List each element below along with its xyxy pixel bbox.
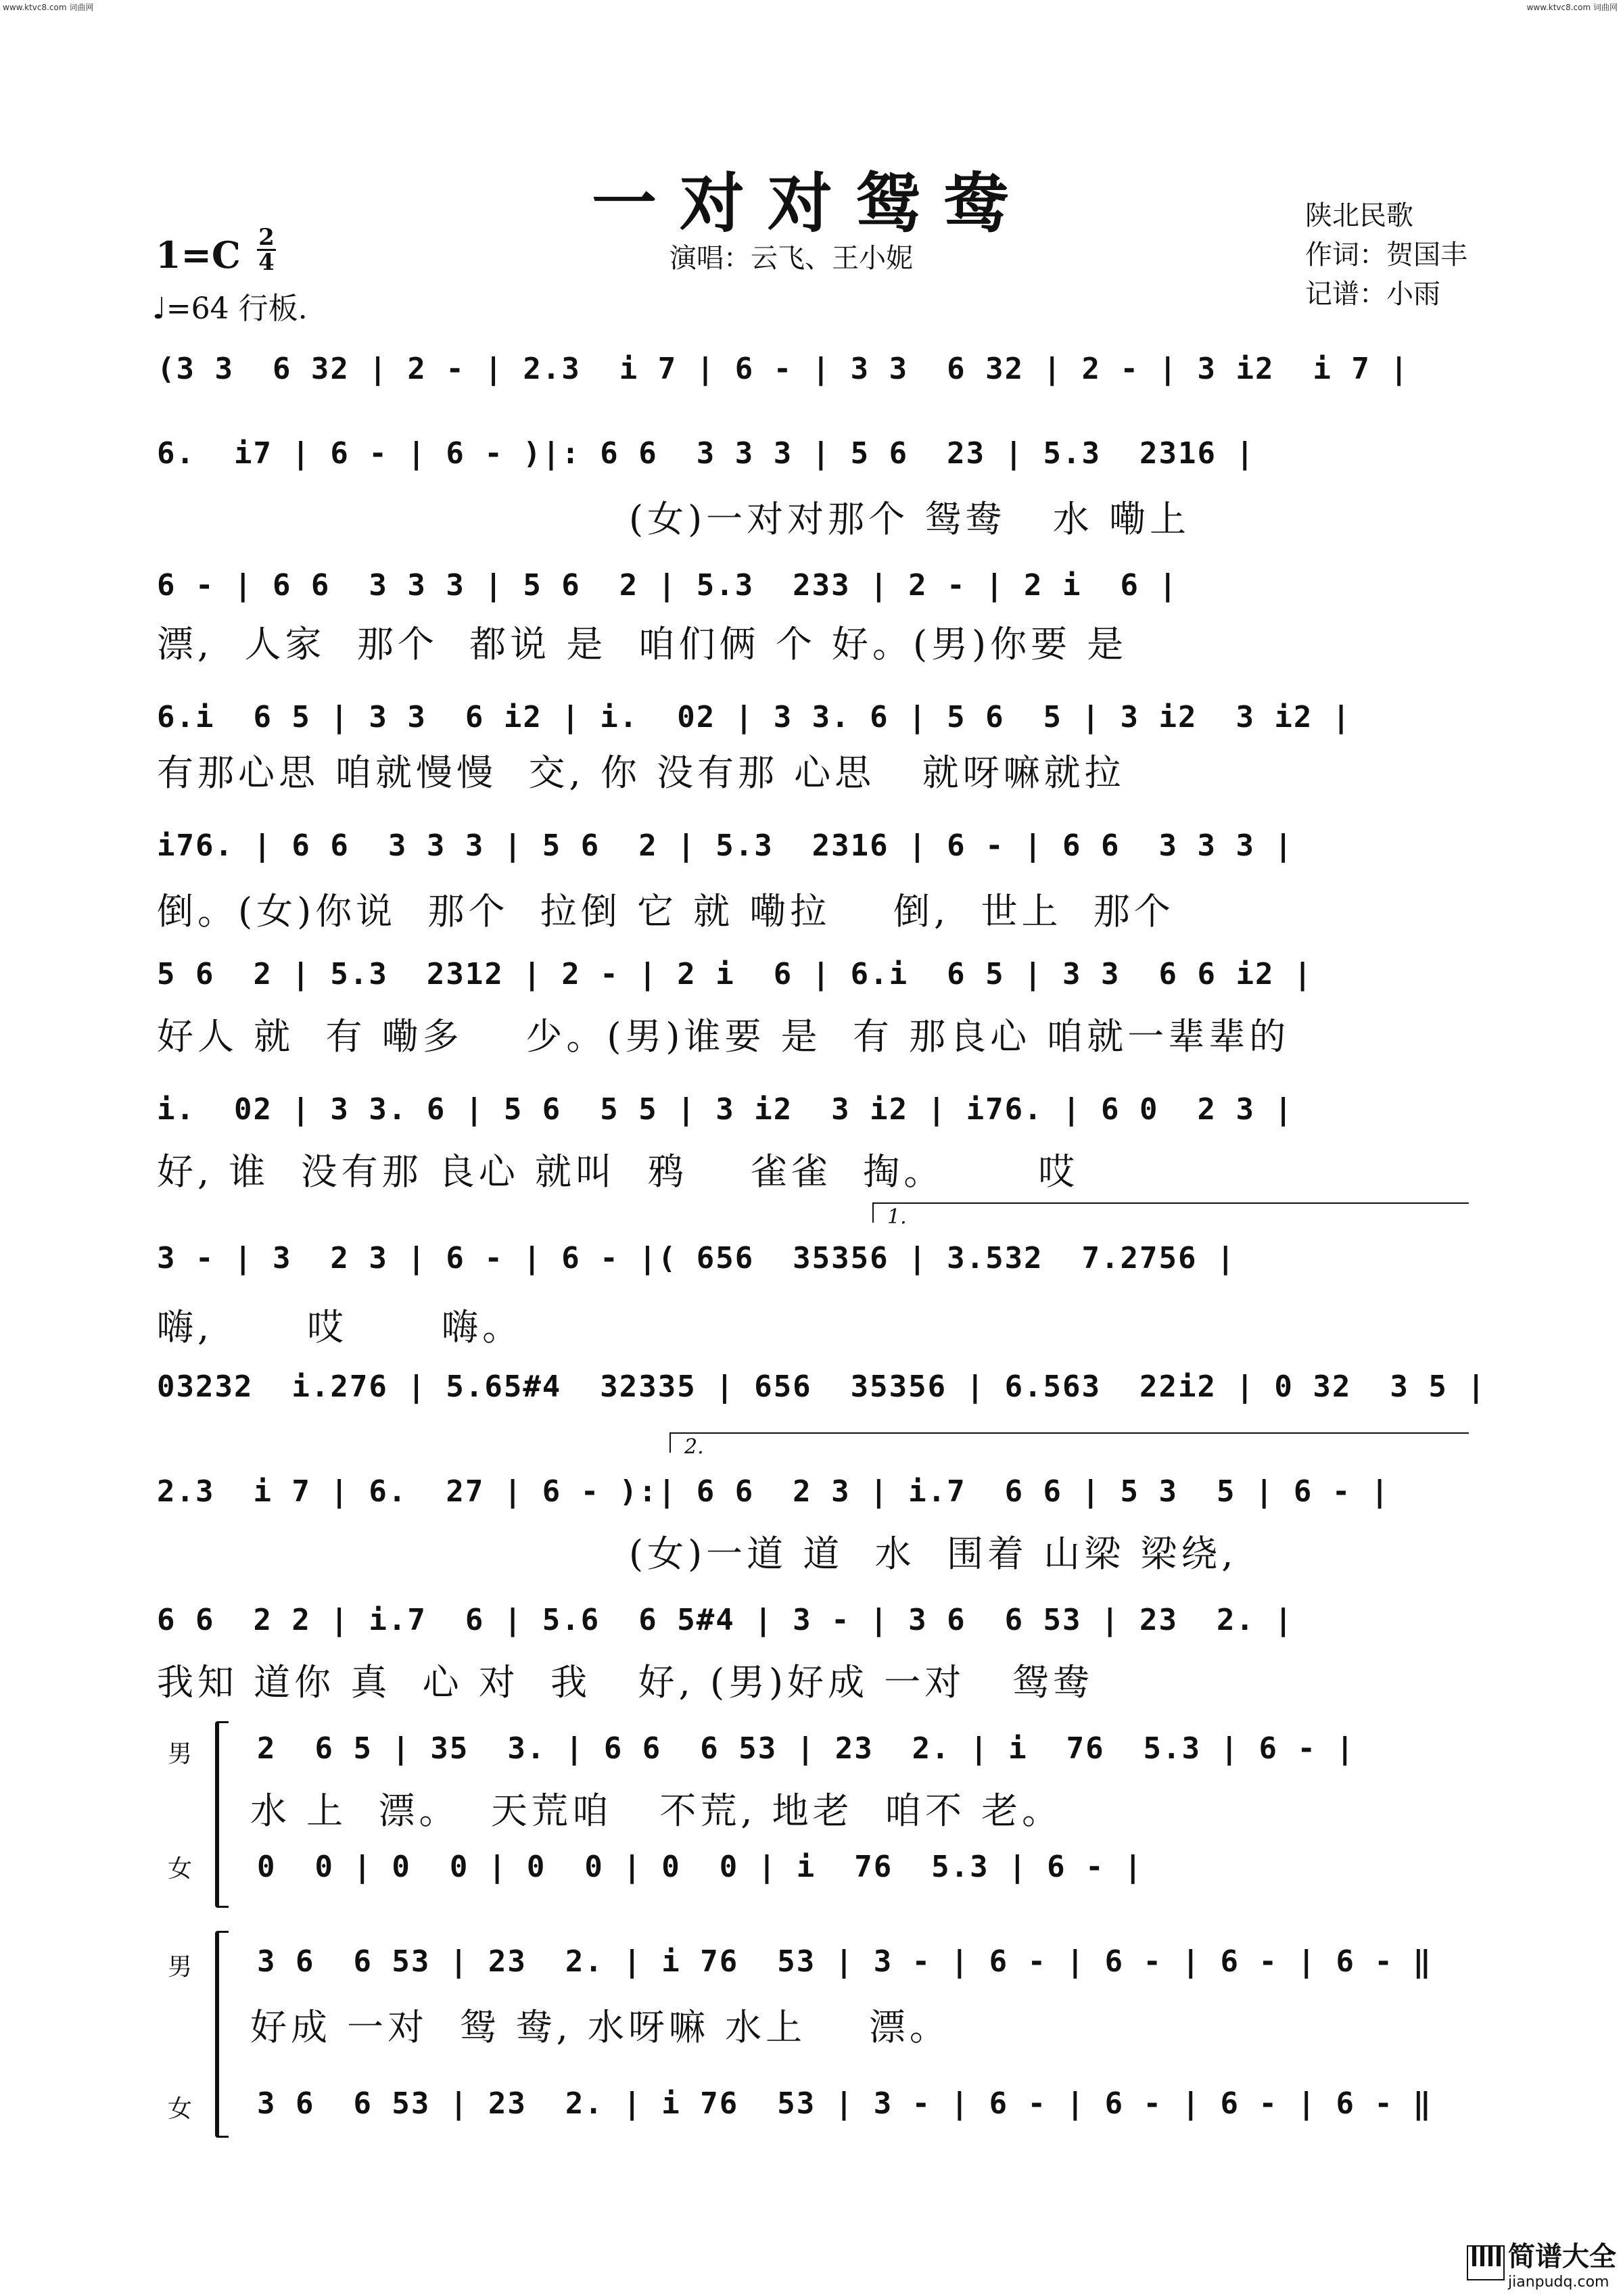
lyric-line-8: (女)一道 道 水 围着 山梁 梁绕, <box>629 1532 1238 1575</box>
part-label-female-1: 女 <box>168 1855 193 1883</box>
volta-number-1: 1. <box>887 1205 907 1229</box>
score-line-12: 2 6 5 | 35 3. | 6 6 6 53 | 23 2. | i 76 5.3 | 6 - | <box>257 1731 1355 1766</box>
singer: 演唱：云飞、王小妮 <box>669 243 913 274</box>
score-line-8: 3 - | 3 2 3 | 6 - | 6 - |( 656 35356 | 3.532 7.2756 | <box>157 1241 1236 1275</box>
transcriber: 记谱：小雨 <box>1305 279 1440 310</box>
site-label-right: www.ktvc8.com 词曲网 <box>1526 3 1618 12</box>
lyric-line-9: 我知 道你 真 心 对 我 好, (男)好成 一对 鸳鸯 <box>157 1661 1093 1704</box>
time-bottom: 4 <box>258 249 275 276</box>
score-line-6: 5 6 2 | 5.3 2312 | 2 - | 2 i 6 | 6.i 6 5 | 3 3 6 6 i2 | <box>157 957 1313 991</box>
volta-number-2: 2. <box>684 1435 704 1459</box>
score-line-11: 6 6 2 2 | i.7 6 | 5.6 6 5#4 | 3 - | 3 6 6 53 | 23 2. | <box>157 1603 1294 1637</box>
watermark <box>1440 2235 1616 2291</box>
time-top: 2 <box>258 224 275 251</box>
score-line-15: 3 6 6 53 | 23 2. | i 76 53 | 3 - | 6 - | 6 - | 6 - | 6 - ‖ <box>257 2086 1432 2121</box>
site-label-left: www.ktvc8.com 词曲网 <box>3 3 94 12</box>
origin: 陕北民歌 <box>1305 200 1413 231</box>
watermark-url: jianpudq.com <box>1508 2274 1609 2291</box>
system-brace-1 <box>215 1721 229 1908</box>
score-line-14: 3 6 6 53 | 23 2. | i 76 53 | 3 - | 6 - | 6 - | 6 - | 6 - ‖ <box>257 1944 1432 1979</box>
score-line-3: 6 - | 6 6 3 3 3 | 5 6 2 | 5.3 233 | 2 - | 2 i 6 | <box>157 568 1178 603</box>
score-line-1: (3 3 6 32 | 2 - | 2.3 i 7 | 6 - | 3 3 6 32 | 2 - | 3 i2 i 7 | <box>157 352 1409 386</box>
song-title: 一对对鸳鸯 <box>592 165 1031 241</box>
score-line-13: 0 0 | 0 0 | 0 0 | 0 0 | i 76 5.3 | 6 - | <box>257 1850 1144 1884</box>
part-label-male-2: 男 <box>168 1953 193 1981</box>
score-line-9: 03232 i.276 | 5.65#4 32335 | 656 35356 | 6.563 22i2 | 0 32 3 5 | <box>157 1369 1486 1404</box>
lyricist: 作词：贺国丰 <box>1305 239 1467 271</box>
lyric-line-7: 嗨, 哎 嗨。 <box>157 1306 523 1349</box>
part-label-female-2: 女 <box>168 2095 193 2123</box>
credits <box>1305 196 1467 314</box>
score-line-2: 6. i7 | 6 - | 6 - )|: 6 6 3 3 3 | 5 6 23 | 5.3 2316 | <box>157 436 1255 471</box>
score-line-5: i76. | 6 6 3 3 3 | 5 6 2 | 5.3 2316 | 6 - | 6 6 3 3 3 | <box>157 828 1294 863</box>
tempo-marking: ♩=64 行板. <box>152 291 308 326</box>
lyric-line-4: 倒。(女)你说 那个 拉倒 它 就 嘞拉 倒, 世上 那个 <box>157 890 1175 933</box>
lyric-line-3: 有那心思 咱就慢慢 交, 你 没有那 心思 就呀嘛就拉 <box>157 751 1125 794</box>
watermark-brand: 简谱大全 <box>1508 2241 1616 2272</box>
score-line-7: i. 02 | 3 3. 6 | 5 6 5 5 | 3 i2 3 i2 | i76. | 6 0 2 3 | <box>157 1092 1294 1127</box>
lyric-line-10: 水 上 漂。 天荒咱 不荒, 地老 咱不 老。 <box>250 1789 1063 1832</box>
lyric-line-6: 好, 谁 没有那 良心 就叫 鸦 雀雀 掏。 哎 <box>157 1150 1079 1193</box>
score-line-4: 6.i 6 5 | 3 3 6 i2 | i. 02 | 3 3. 6 | 5 6 5 | 3 i2 3 i2 | <box>157 700 1352 734</box>
piano-keys-icon <box>1467 2245 1505 2280</box>
system-brace-2 <box>215 1931 229 2138</box>
volta-bracket-2 <box>669 1432 1469 1453</box>
time-signature <box>257 226 276 274</box>
part-label-male-1: 男 <box>168 1740 193 1768</box>
volta-bracket-1 <box>872 1202 1469 1223</box>
lyric-line-11: 好成 一对 鸳 鸯, 水呀嘛 水上 漂。 <box>250 2006 950 2048</box>
lyric-line-2: 漂, 人家 那个 都说 是 咱们俩 个 好。(男)你要 是 <box>157 623 1128 665</box>
lyric-line-1: (女)一对对那个 鸳鸯 水 嘞上 <box>629 498 1190 540</box>
key-signature: 1=C <box>156 233 241 277</box>
lyric-line-5: 好人 就 有 嘞多 少。(男)谁要 是 有 那良心 咱就一辈辈的 <box>157 1015 1290 1058</box>
score-line-10: 2.3 i 7 | 6. 27 | 6 - ):| 6 6 2 3 | i.7 6 6 | 5 3 5 | 6 - | <box>157 1474 1390 1509</box>
